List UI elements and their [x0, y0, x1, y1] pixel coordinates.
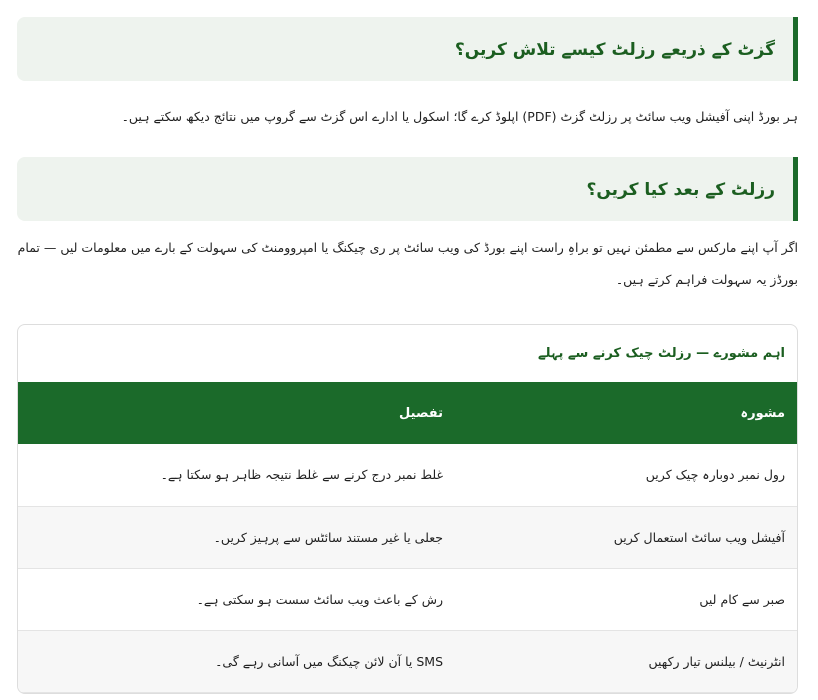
section-heading-text: گزٹ کے ذریعے رزلٹ کیسے تلاش کریں؟ [454, 39, 775, 60]
table-row [17, 506, 797, 568]
table-cell-advice: آفیشل ویب سائٹ استعمال کریں [455, 506, 797, 568]
header-detail: تفصیل [399, 405, 443, 421]
gazette-paragraph: ہر بورڈ اپنی آفیشل ویب سائٹ پر رزلٹ گزٹ (PDF) اپلوڈ کرے گا؛ اسکول یا ادارے اس گزٹ سے گروپ میں نتائج دیکھ سکتے ہیں۔ [121, 109, 798, 124]
header-advice: مشورہ [740, 405, 785, 421]
after-result-paragraph: اگر آپ اپنے مارکس سے مطمئن نہیں تو براہِ راست اپنے بورڈ کی ویب سائٹ پر ری چیکنگ یا امپروومنٹ کی سہولت کے بارے میں معلومات لیں — تمام بورڈز یہ سہولت فراہم کرتے ہیں۔ [17, 240, 798, 287]
section-heading-text: رزلٹ کے بعد کیا کریں؟ [586, 179, 775, 200]
table-cell-detail: رش کے باعث ویب سائٹ سست ہو سکتی ہے۔ [17, 568, 455, 630]
tips-table [17, 382, 797, 693]
tips-card-title: اہم مشورے — رزلٹ چیک کرنے سے پہلے [537, 346, 785, 361]
table-row [17, 444, 797, 506]
section-heading-gazette [17, 17, 798, 81]
table-row [17, 568, 797, 630]
table-cell-detail: غلط نمبر درج کرنے سے غلط نتیجہ ظاہر ہو سکتا ہے۔ [17, 444, 455, 506]
section-heading-after-result [17, 157, 798, 221]
tips-card [17, 324, 798, 694]
table-cell-advice: صبر سے کام لیں [455, 568, 797, 630]
table-header-row [17, 382, 797, 444]
table-cell-detail: جعلی یا غیر مستند سائٹس سے پرہیز کریں۔ [17, 506, 455, 568]
table-cell-detail: SMS یا آن لائن چیکنگ میں آسانی رہے گی۔ [17, 630, 455, 692]
table-row [17, 630, 797, 692]
table-cell-advice: انٹرنیٹ / بیلنس تیار رکھیں [455, 630, 797, 692]
table-cell-advice: رول نمبر دوبارہ چیک کریں [455, 444, 797, 506]
